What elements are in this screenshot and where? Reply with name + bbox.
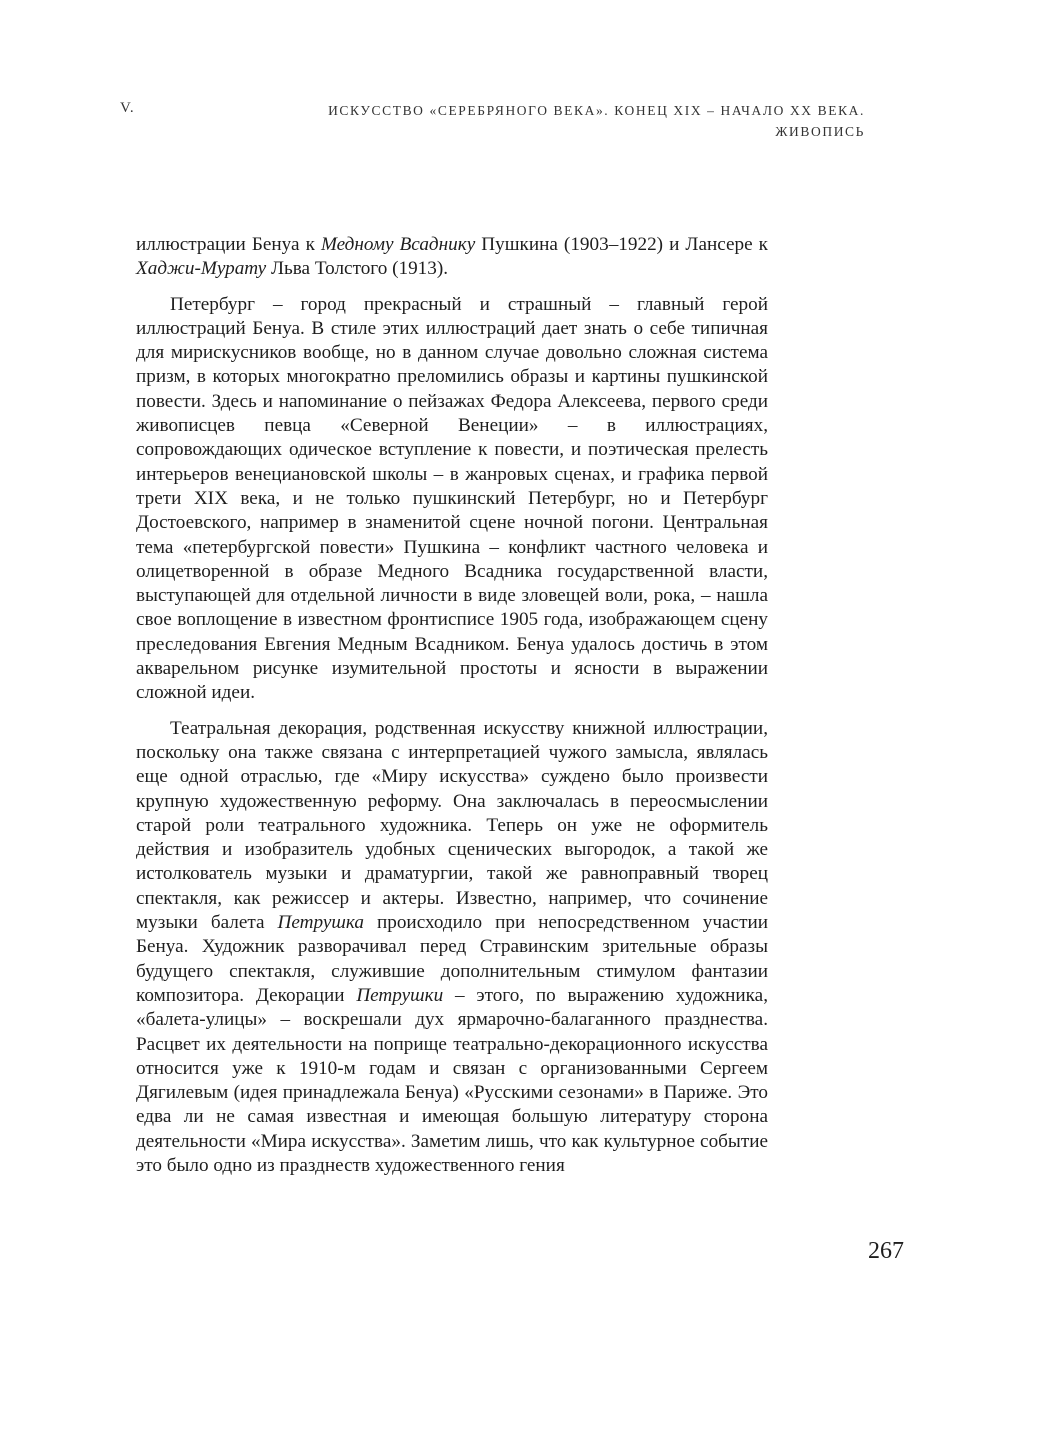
running-head — [120, 100, 865, 160]
paragraph-3-text-c: – этого, по выражению художника, «балета-улицы» – воскрешали дух ярмарочно-балаганного празднества. Расцвет их деятельности на поприще театрально-декорационного искусства относится уже к 1910-м годам и связан с организованными Сергеем Дягилевым (идея принадлежала Бенуа) «Русскими сезонами» в Париже. Это едва ли не самая известная и имеющая большую литературу сторона деятельности «Мира искусства». Заметим лишь, что как культурное событие это было одно из празднеств художественного гения — [136, 984, 768, 1176]
section-numeral: V. — [120, 100, 135, 116]
paragraph-1-text-a: иллюстрации Бенуа к — [136, 234, 321, 255]
work-title-hadzhi-murat: Хаджи-Мурату — [136, 258, 267, 280]
page-number: 267 — [868, 1238, 904, 1264]
paragraph-2: Петербург – город прекрасный и страшный – главный герой иллюстраций Бенуа. В стиле этих иллюстраций дает знать о себе типичная для мирискусников вообще, но в данном случае довольно сложная система призм, в которых многократно преломились образы и картины пушкинской повести. Здесь и напоминание о пейзажах Федора Алексеева, первого среди живописцев певца «Северной Венеции» – в иллюстрациях, сопровождающих одическое вступление к повести, и поэтическая прелесть интерьеров венециановской школы – в жанровых сценах, и графика первой трети XIX века, и не только пушкинский Петербург, но и Петербург Достоевского, например в знаменитой сцене ночной погони. Центральная тема «петербургской повести» Пушкина – конфликт частного человека и олицетворенной в образе Медного Всадника государственной власти, выступающей для отдельной личности в виде зловещей воли, рока, – нашла свое воплощение в известном фронтисписе 1905 года, изображающем сцену преследования Евгения Медным Всадником. Бенуа удалось достичь в этом акварельном рисунке изумительной простоты и ясности в выражении сложной идеи. — [136, 293, 768, 704]
work-title-petrushki: Петрушки — [356, 984, 444, 1006]
work-title-petrushka: Петрушка — [277, 912, 364, 934]
paragraph-1 — [136, 233, 768, 282]
work-title-mednyi-vsadnik: Медному Всаднику — [320, 234, 476, 255]
paragraph-3 — [136, 717, 768, 1179]
running-title — [245, 100, 865, 142]
paragraph-1-text-b: Пушкина (1903–1922) и Лансере к — [475, 234, 768, 255]
paragraph-1-text-c: Льва Толстого (1913). — [266, 258, 449, 280]
paragraph-3-text-a: Театральная декорация, родственная искусству книжной иллюстрации, поскольку она также связана с интерпретацией чужого замысла, являлась еще одной отраслью, где «Миру искусства» суждено было произвести крупную художественную реформу. Она заключалась в переосмыслении старой роли театрального художника. Теперь он уже не оформитель действия и изобразитель удобных сценических выгородок, а такой же истолкователь музыки и драматургии, такой же равноправный творец спектакля, как режиссер и актеры. Известно, например, что сочинение музыки балета — [136, 717, 768, 934]
running-title-line-1: ИСКУССТВО «СЕРЕБРЯНОГО ВЕКА». КОНЕЦ XIX – НАЧАЛО XX ВЕКА. — [328, 103, 865, 118]
body-text — [136, 233, 768, 1178]
paragraph-3-text-b: происходило при непосредственном участии Бенуа. Художник разворачивал перед Стравинским зрительные образы будущего спектакля, служившие дополнительным стимулом фантазии композитора. Декорации — [136, 912, 768, 1006]
running-title-line-2: ЖИВОПИСЬ — [775, 124, 865, 139]
